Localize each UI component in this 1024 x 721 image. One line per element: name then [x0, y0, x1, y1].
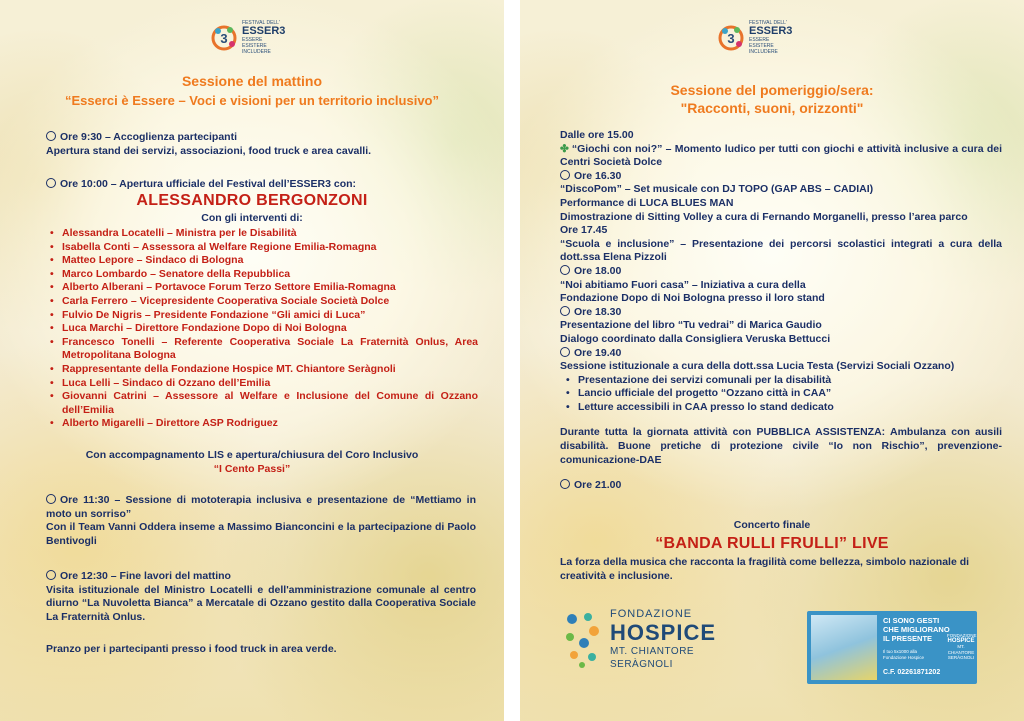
all-day-text: Durante tutta la giornata attività con PUBBLICA ASSISTENZA: Ambulanza con ausili disabilità. Buone pretiche di protezione civile “Io non Rischio”, prevenzione-comunicazione-DAE — [560, 426, 1002, 466]
logo-line1: FESTIVAL — [242, 20, 266, 26]
svg-text:3: 3 — [727, 30, 735, 46]
text-1630-b: Performance di LUCA BLUES MAN — [560, 196, 734, 209]
band-name: “BANDA RULLI FRULLI” LIVE — [655, 535, 889, 552]
time-1800: Ore 18.00 — [574, 264, 622, 277]
speaker-item: • Alberto Alberani – Portavoce Forum Terzo Settore Emilia-Romagna — [48, 281, 478, 295]
coro-name: “I Cento Passi” — [213, 462, 291, 475]
esser3-logo-icon — [717, 24, 745, 52]
logo-name: ESSER3 — [242, 25, 286, 37]
page-gutter — [504, 0, 520, 721]
institutional-item: • Lancio ufficiale del progetto “Ozzano città in CAA” — [564, 387, 1002, 401]
speaker-item: • Isabella Conti – Assessora al Welfare Regione Emilia-Romagna — [48, 241, 478, 255]
clock-icon — [560, 347, 570, 357]
logo-line2: DELL' — [773, 20, 787, 26]
card-logo-line3: MT. CHIANTORE SERÀGNOLI — [947, 644, 975, 660]
lunch-text: Pranzo per i partecipanti presso i food truck in area verde. — [46, 643, 337, 655]
time-1500: Dalle ore 15.00 — [560, 129, 634, 141]
concert-label: Concerto finale — [733, 519, 811, 531]
card-logo — [947, 633, 975, 661]
afternoon-page — [520, 0, 1024, 721]
text-1230: Visita istituzionale del Ministro Locatelli e dell'amministrazione comunale al centro diurno “La Nuvoletta Bianca” a Mercatale di Ozzano gestito dalla Cooperativa Sociale La Fraternità Onlus. — [46, 583, 476, 623]
speaker-list — [48, 227, 478, 431]
logo-tag2: ESISTERE — [749, 43, 774, 49]
text-1830-a: Presentazione del libro “Tu vedrai” di Marica Gaudio — [560, 319, 822, 332]
logo-tag1: ESSERE — [749, 37, 770, 43]
coro-line: Con accompagnamento LIS e apertura/chiusura del Coro Inclusivo — [85, 449, 419, 461]
time-1130: Ore 11:30 – Sessione di mototerapia inclusiva e presentazione de “Mettiamo in moto un sorriso” — [46, 494, 476, 520]
clock-icon — [46, 178, 56, 188]
card-title-line1: CI SONO GESTI — [883, 616, 940, 625]
text-1630-a: “DiscoPom” – Set musicale con DJ TOPO (GAP ABS – CADIAI) — [560, 183, 874, 196]
text-1800-a: “Noi abitiamo Fuori casa” – Iniziativa a cura della — [560, 278, 806, 291]
logo-tag2: ESISTERE — [242, 43, 267, 49]
logo-line2: DELL' — [266, 20, 280, 26]
afternoon-subtitle: "Racconti, suoni, orizzonti" — [680, 100, 864, 116]
festival-logo — [717, 20, 792, 55]
band-text: La forza della musica che racconta la fragilità come bellezza, simbolo nazionale di creatività e inclusione. — [560, 556, 970, 582]
text-1745: “Scuola e inclusione” – Presentazione dei percorsi scolastici integrati a cura della dott.ssa Elena Pizzoli — [560, 237, 1002, 264]
speaker-item: • Giovanni Catrini – Assessore al Welfare e Inclusione del Comune di Ozzano dell’Emilia — [48, 390, 478, 417]
time-1940: Ore 19.40 — [574, 346, 622, 359]
afternoon-schedule — [560, 129, 1002, 493]
text-1830-b: Dialogo coordinato dalla Consigliera Veruska Bettucci — [560, 332, 831, 345]
speaker-item: • Luca Marchi – Direttore Fondazione Dopo di Noi Bologna — [48, 322, 478, 336]
speaker-item: • Alberto Migarelli – Direttore ASP Rodriguez — [48, 417, 478, 431]
speaker-item: • Fulvio De Nigris – Presidente Fondazione “Gli amici di Luca” — [48, 309, 478, 323]
hospice-line4: SERÀGNOLI — [610, 659, 673, 670]
festival-logo — [210, 20, 285, 55]
logo-tag1: ESSERE — [242, 37, 263, 43]
clock-icon — [560, 170, 570, 180]
clock-icon — [560, 306, 570, 316]
coro-text — [0, 449, 504, 476]
clock-icon — [46, 494, 56, 504]
donation-card — [807, 611, 977, 684]
text-1130: Con il Team Vanni Oddera inseme a Massimo Bianconcini e la partecipazione di Paolo Bentivogli — [46, 521, 476, 547]
hospice-flower-icon — [562, 609, 602, 671]
hospice-line3: MT. CHIANTORE — [610, 646, 695, 657]
time-1000: Ore 10:00 – Apertura ufficiale del Festival dell’ESSER3 con: — [60, 178, 357, 190]
hospice-line2: HOSPICE — [610, 620, 717, 645]
time-0930: Ore 9:30 – Accoglienza partecipanti — [60, 131, 238, 143]
text-0930: Apertura stand dei servizi, associazioni, food truck e area cavalli. — [46, 144, 372, 157]
card-logo-line2: HOSPICE — [947, 637, 975, 644]
block-1230 — [46, 570, 476, 624]
text-1630-c: Dimostrazione di Sitting Volley a cura di Fernando Morganelli, presso l’area parco — [560, 210, 968, 223]
speaker-item: • Carla Ferrero – Vicepresidente Cooperativa Sociale Società Dolce — [48, 295, 478, 309]
time-1745: Ore 17.45 — [560, 224, 608, 237]
clock-icon — [46, 131, 56, 141]
clock-icon — [560, 479, 570, 489]
institutional-list — [564, 374, 1002, 415]
card-small-text: Il tuo 5x1000 alla Fondazione Hospice — [883, 649, 925, 660]
time-1230: Ore 12:30 – Fine lavori del mattino — [60, 570, 231, 582]
svg-text:3: 3 — [220, 30, 228, 46]
logo-tag3: INCLUDERE — [242, 49, 271, 55]
card-title-line3: IL PRESENTE — [883, 634, 933, 643]
time-1830: Ore 18.30 — [574, 305, 622, 318]
card-photo — [811, 615, 877, 680]
block-1000 — [46, 178, 476, 192]
hospice-logo — [562, 608, 716, 671]
morning-title: Sessione del mattino — [181, 73, 323, 89]
institutional-item: • Letture accessibili in CAA presso lo stand dedicato — [564, 401, 1002, 415]
logo-line1: FESTIVAL — [749, 20, 773, 26]
speaker-item: • Luca Lelli – Sindaco di Ozzano dell’Emilia — [48, 377, 478, 391]
card-title — [883, 616, 950, 643]
hospice-line1: FONDAZIONE — [610, 608, 693, 620]
card-title-line2: CHE MIGLIORANO — [883, 625, 950, 634]
morning-page — [0, 0, 504, 721]
speaker-item: • Rappresentante della Fondazione Hospice MT. Chiantore Seràgnoli — [48, 363, 478, 377]
institutional-item: • Presentazione dei servizi comunali per la disabilità — [564, 374, 1002, 388]
speaker-item: • Marco Lombardo – Senatore della Repubblica — [48, 268, 478, 282]
clock-icon — [46, 570, 56, 580]
text-1800-b: Fondazione Dopo di Noi Bologna presso il loro stand — [560, 292, 825, 305]
speaker-item: • Matteo Lepore – Sindaco di Bologna — [48, 254, 478, 268]
logo-name: ESSER3 — [749, 25, 793, 37]
text-1940: Sessione istituzionale a cura della dott.ssa Lucia Testa (Servizi Sociali Ozzano) — [560, 360, 955, 373]
afternoon-title: Sessione del pomeriggio/sera: — [670, 82, 874, 98]
block-1130 — [46, 494, 476, 548]
card-fiscal-code: C.F. 02261871202 — [883, 669, 941, 676]
speaker-item: • Francesco Tonelli – Referente Cooperativa Sociale La Fraternità Onlus, Area Metropolitana Bologna — [48, 336, 478, 363]
speaker-item: • Alessandra Locatelli – Ministra per le Disabilità — [48, 227, 478, 241]
leaf-icon: ✤ — [560, 142, 569, 155]
time-2100: Ore 21.00 — [574, 479, 622, 492]
guest-name: ALESSANDRO BERGONZONI — [136, 192, 368, 209]
block-0930 — [46, 131, 476, 158]
esser3-logo-icon — [210, 24, 238, 52]
speakers-heading: Con gli interventi di: — [201, 212, 303, 224]
time-1630: Ore 16.30 — [574, 169, 622, 182]
text-1500: “Giochi con noi?” – Momento ludico per tutti con giochi e attività inclusive a cura dei Centri Società Dolce — [560, 142, 1002, 169]
morning-subtitle: “Esserci è Essere – Voci e visioni per un territorio inclusivo” — [64, 93, 440, 108]
clock-icon — [560, 265, 570, 275]
logo-tag3: INCLUDERE — [749, 49, 778, 55]
card-logo-line1: FONDAZIONE — [947, 633, 977, 638]
